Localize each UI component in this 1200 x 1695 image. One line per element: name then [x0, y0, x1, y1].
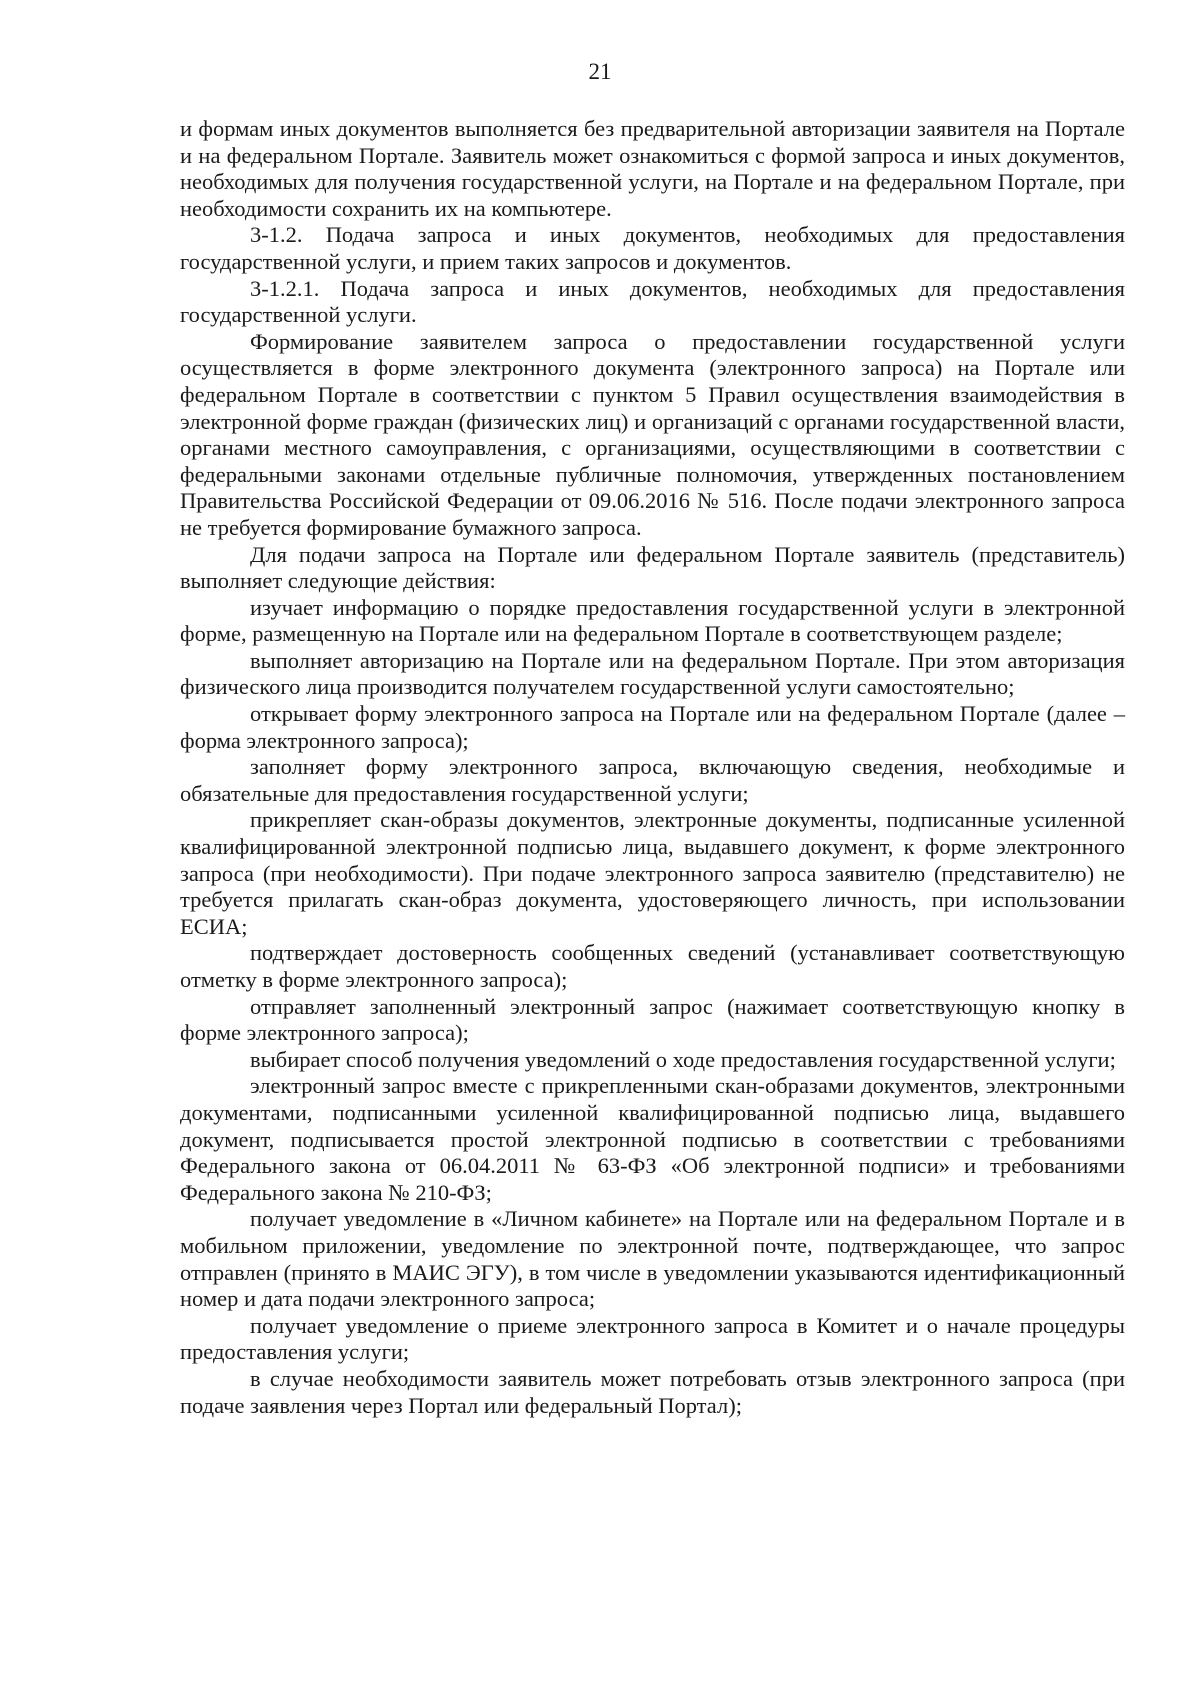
document-body [180, 116, 1125, 1419]
list-item: отправляет заполненный электронный запрос (нажимает соответствующую кнопку в форме электронного запроса); [180, 993, 1125, 1046]
list-item: подтверждает достоверность сообщенных сведений (устанавливает соответствующую отметку в форме электронного запроса); [180, 940, 1125, 992]
list-item: прикрепляет скан-образы документов, электронные документы, подписанные усиленной квалифицированной электронной подписью лица, выдавшего документ, к форме электронного запроса (при необходимости). При подаче электронного запроса заявителю (представителю) не требуется прилагать скан-образ документа, удостоверяющего личность, при использовании ЕСИА; [180, 807, 1125, 939]
list-item: выполняет авторизацию на Портале или на федеральном Портале. При этом авторизация физического лица производится получателем государственной услуги самостоятельно; [180, 647, 1125, 700]
paragraph-section-3-1-2: 3-1.2. Подача запроса и иных документов, необходимых для предоставления государственной услуги, и прием таких запросов и документов. [180, 222, 1125, 274]
paragraph-section-3-1-2-1: 3-1.2.1. Подача запроса и иных документов, необходимых для предоставления государственной услуги. [180, 275, 1125, 328]
paragraph-continuation: и формам иных документов выполняется без предварительной авторизации заявителя на Портале и на федеральном Портале. Заявитель может ознакомиться с формой запроса и иных документов, необходимых для получения государственной услуги, на Портале и на федеральном Портале, при необходимости сохранить их на компьютере. [180, 116, 1125, 221]
list-item: выбирает способ получения уведомлений о ходе предоставления государственной услуги; [250, 1046, 1116, 1072]
list-item: в случае необходимости заявитель может потребовать отзыв электронного запроса (при подаче заявления через Портал или федеральный Портал); [180, 1365, 1125, 1418]
list-item: заполняет форму электронного запроса, включающую сведения, необходимые и обязательные для предоставления государственной услуги; [180, 754, 1125, 806]
list-item: получает уведомление в «Личном кабинете» на Портале или на федеральном Портале и в мобильном приложении, уведомление по электронной почте, подтверждающее, что запрос отправлен (принято в МАИС ЭГУ), в том числе в уведомлении указываются идентификационный номер и дата подачи электронного запроса; [180, 1206, 1125, 1312]
list-item: электронный запрос вместе с прикрепленными скан-образами документов, электронными документами, подписанными усиленной квалифицированной подписью лица, выдавшего документ, подписывается простой электронной подписью в соответствии с требованиями Федерального закона от 06.04.2011 № 63-ФЗ «Об электронной подписи» и требованиями Федерального закона № 210-ФЗ; [180, 1073, 1125, 1205]
list-item: изучает информацию о порядке предоставления государственной услуги в электронной форме, размещенную на Портале или на федеральном Портале в соответствующем разделе; [180, 594, 1125, 647]
paragraph: Для подачи запроса на Портале или федеральном Портале заявитель (представитель) выполняет следующие действия: [180, 541, 1125, 594]
list-item: получает уведомление о приеме электронного запроса в Комитет и о начале процедуры предоставления услуги; [180, 1312, 1125, 1365]
page-number: 21 [588, 59, 612, 84]
paragraph: Формирование заявителем запроса о предоставлении государственной услуги осуществляется в форме электронного документа (электронного запроса) на Портале или федеральном Портале в соответствии с пунктом 5 Правил осуществления взаимодействия в электронной форме граждан (физических лиц) и организаций с органами государственной власти, органами местного самоуправления, с организациями, осуществляющими в соответствии с федеральными законами отдельные публичные полномочия, утвержденных постановлением Правительства Российской Федерации от 09.06.2016 № 516. После подачи электронного запроса не требуется формирование бумажного запроса. [180, 328, 1125, 540]
list-item: открывает форму электронного запроса на Портале или на федеральном Портале (далее – форма электронного запроса); [180, 701, 1125, 753]
